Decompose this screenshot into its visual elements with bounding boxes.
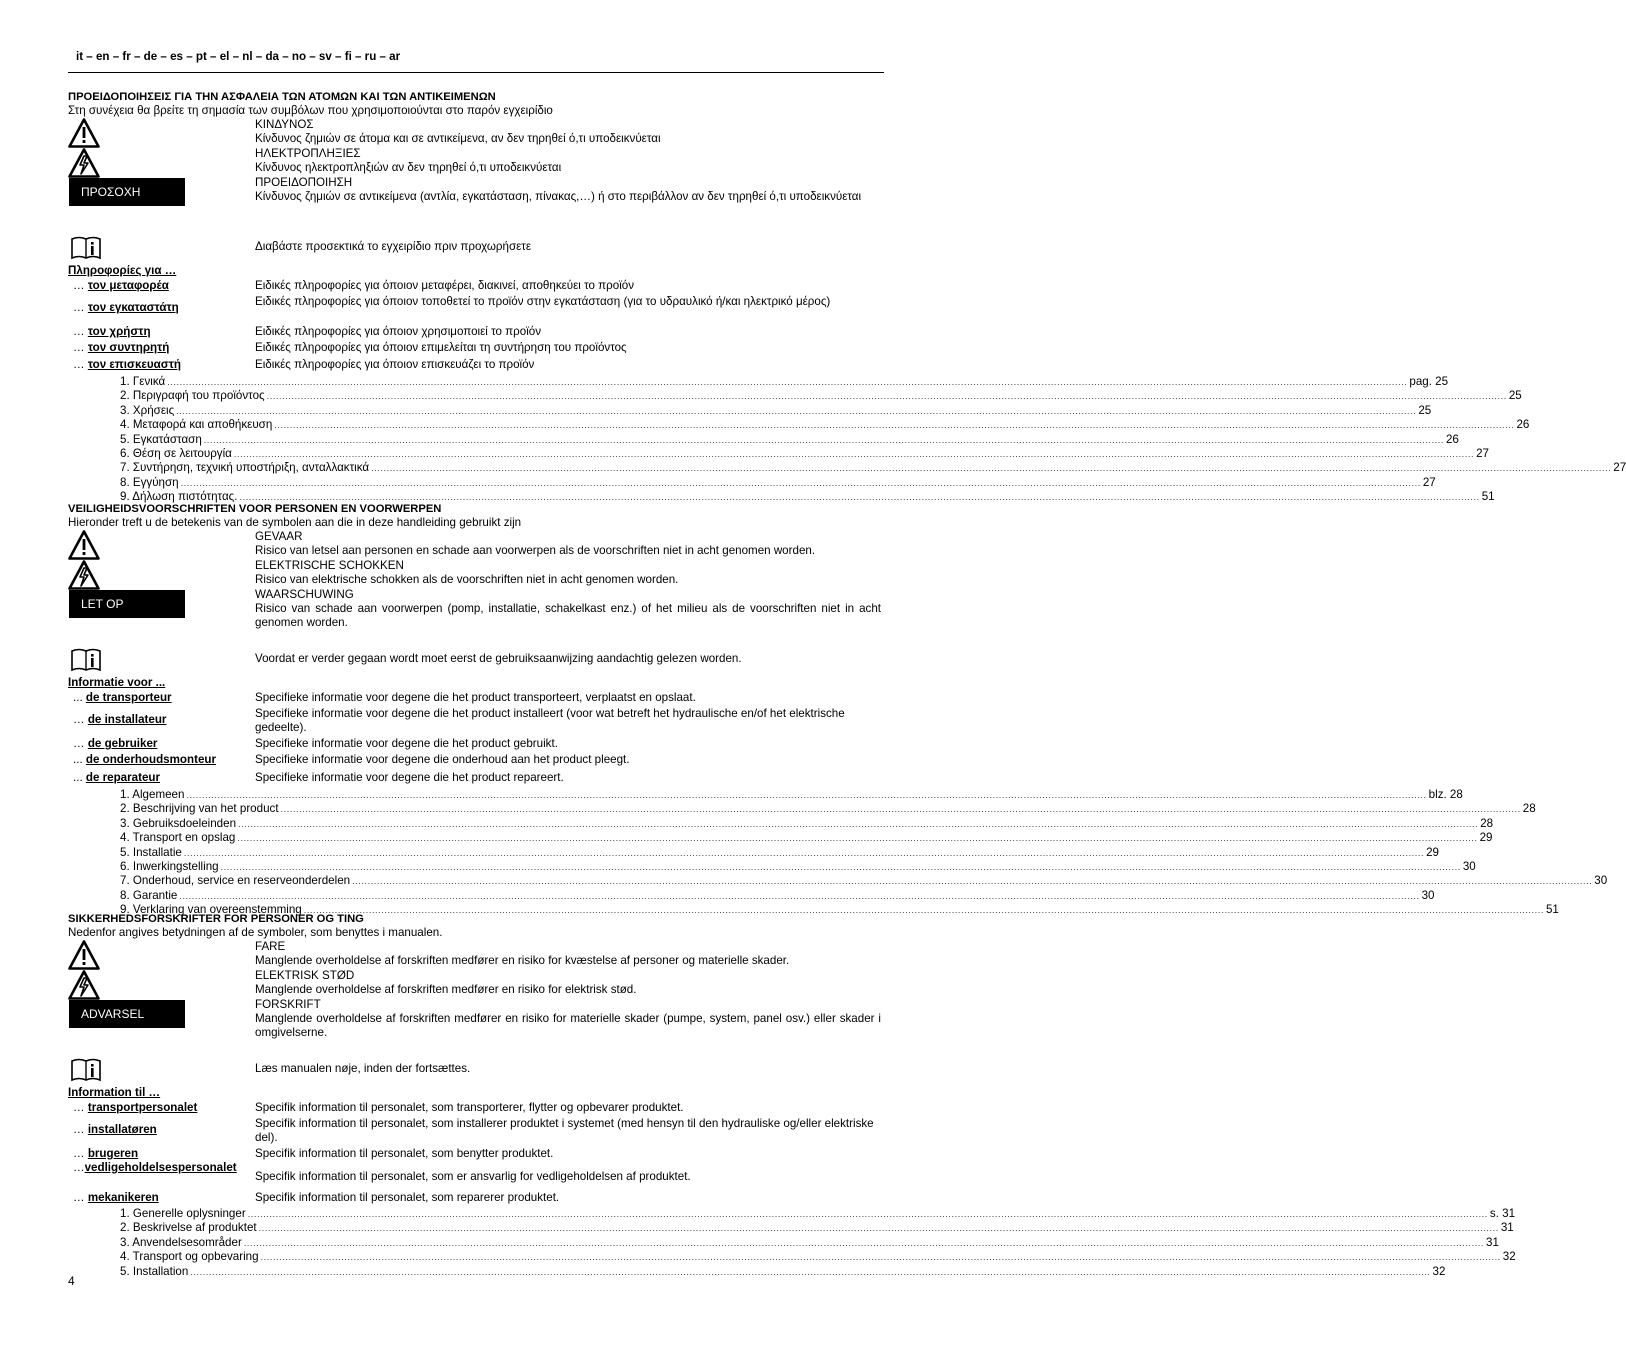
toc-leader: ................................................................................................................................................................................................................................................................................................................................................................................................................ <box>220 861 1461 872</box>
table-of-contents <box>120 788 1608 918</box>
toc-entry[interactable] <box>120 403 1432 418</box>
toc-leader: ................................................................................................................................................................................................................................................................................................................................................................................................................ <box>190 1266 1431 1277</box>
toc-leader: ................................................................................................................................................................................................................................................................................................................................................................................................................ <box>243 1237 1485 1248</box>
info-description: Specifik information til personalet, som installerer produktet i systemet (med hensyn til den hydrauliske og/eller elektriske del). <box>255 1117 874 1144</box>
toc-page: 28 <box>1522 802 1536 816</box>
warning-description: Manglende overholdelse af forskriften medfører en risiko for kvæstelse af personer og materielle skader. <box>255 954 790 968</box>
toc-label: 9. Δήλωση πιστότητας. <box>120 490 238 504</box>
toc-label: 4. Transport og opbevaring <box>120 1250 259 1264</box>
warning-description: Manglende overholdelse af forskriften medfører en risiko for elektrisk stød. <box>255 983 637 997</box>
warning-symbols-block <box>68 118 884 236</box>
manual-book-icon <box>70 236 102 264</box>
info-row <box>68 737 884 753</box>
toc-page: 25 <box>1418 403 1432 417</box>
toc-page: 26 <box>1516 418 1530 432</box>
toc-page: 51 <box>1545 903 1559 917</box>
info-audience: ... de transporteur <box>73 691 172 704</box>
info-row <box>68 691 884 707</box>
read-manual-text: Læs manualen nøje, inden der fortsættes. <box>255 1062 471 1075</box>
info-description: Specifieke informatie voor degene die het product gebruikt. <box>255 737 558 750</box>
info-audience: … τον χρήστη <box>73 325 151 338</box>
danger-triangle-icon <box>68 940 100 974</box>
toc-label: 5. Installatie <box>120 845 182 859</box>
toc-leader: ................................................................................................................................................................................................................................................................................................................................................................................................................ <box>179 890 1420 901</box>
info-description: Specifieke informatie voor degene die het product transporteert, verplaatst en opslaat. <box>255 691 696 704</box>
manual-book-icon <box>70 1058 102 1086</box>
toc-entry[interactable] <box>120 845 1439 860</box>
toc-leader: ................................................................................................................................................................................................................................................................................................................................................................................................................ <box>258 1223 1499 1234</box>
info-description: Specifieke informatie voor degene die onderhoud aan het product pleegt. <box>255 753 630 766</box>
info-description: Specifik information til personalet, som benytter produktet. <box>255 1147 554 1160</box>
toc-entry[interactable] <box>120 375 1449 389</box>
toc-leader: ................................................................................................................................................................................................................................................................................................................................................................................................................ <box>180 477 1421 488</box>
warning-description: Risico van letsel aan personen en schade aan voorwerpen als de voorschriften niet in acht genomen worden. <box>255 544 816 558</box>
info-row <box>68 1101 884 1117</box>
info-row <box>68 1163 884 1191</box>
toc-label: 8. Garantie <box>120 888 178 902</box>
toc-leader: ................................................................................................................................................................................................................................................................................................................................................................................................................ <box>280 804 1521 815</box>
toc-label: 2. Beschrijving van het product <box>120 802 279 816</box>
section-title: VEILIGHEIDSVOORSCHRIFTEN VOOR PERSONEN EN VOORWERPEN <box>68 503 442 515</box>
toc-label: 7. Συντήρηση, τεχνική υποστήριξη, ανταλλακτικά <box>120 461 370 475</box>
toc-entry[interactable] <box>120 831 1493 845</box>
safety-section <box>68 912 1516 1279</box>
info-row <box>68 358 884 375</box>
toc-label: 4. Μεταφορά και αποθήκευση <box>120 418 273 432</box>
toc-label: 5. Installation <box>120 1264 189 1278</box>
toc-leader: ................................................................................................................................................................................................................................................................................................................................................................................................................ <box>247 1209 1488 1219</box>
toc-page: s. 31 <box>1489 1207 1516 1220</box>
section-title: SIKKERHEDSFORSKRIFTER FOR PERSONER OG TING <box>68 913 364 925</box>
toc-label: 7. Onderhoud, service en reserveonderdelen <box>120 874 351 888</box>
table-of-contents <box>120 375 1626 505</box>
warning-description: Risico van schade aan voorwerpen (pomp, installatie, schakelkast enz.) of het milieu als de voorschriften niet in acht genomen worden. <box>255 602 881 630</box>
toc-leader: ................................................................................................................................................................................................................................................................................................................................................................................................................ <box>203 434 1444 445</box>
toc-leader: ................................................................................................................................................................................................................................................................................................................................................................................................................ <box>167 377 1408 387</box>
toc-entry[interactable] <box>120 1235 1499 1250</box>
info-audience: … de installateur <box>73 713 167 726</box>
warning-description: Κίνδυνος ηλεκτροπληξιών αν δεν τηρηθεί ό,τι υποδεικνύεται <box>255 161 562 175</box>
toc-label: 3. Χρήσεις <box>120 403 175 417</box>
warning-badge: ADVARSEL <box>69 1000 185 1028</box>
info-audience: … τον επισκευαστή <box>73 358 181 371</box>
info-description: Specifieke informatie voor degene die het product repareert. <box>255 771 564 784</box>
info-row <box>68 279 884 295</box>
toc-page: 27 <box>1422 475 1436 489</box>
warning-heading: FORSKRIFT <box>255 997 321 1011</box>
toc-entry[interactable] <box>120 1264 1446 1279</box>
toc-leader: ................................................................................................................................................................................................................................................................................................................................................................................................................ <box>260 1252 1501 1263</box>
toc-page: 27 <box>1476 446 1489 460</box>
info-description: Ειδικές πληροφορίες για όποιον επιμελείται τη συντήρηση του προϊόντος <box>255 341 627 354</box>
toc-entry[interactable] <box>120 418 1530 432</box>
toc-label: 2. Beskrivelse af produktet <box>120 1221 257 1235</box>
warning-heading: ELEKTRISCHE SCHOKKEN <box>255 558 404 572</box>
info-audience: ... de reparateur <box>73 771 160 784</box>
electric-shock-icon <box>68 560 100 594</box>
table-of-contents <box>120 1207 1516 1279</box>
info-row <box>68 325 884 341</box>
toc-entry[interactable] <box>120 432 1459 447</box>
toc-label: 5. Εγκατάσταση <box>120 432 202 446</box>
toc-leader: ................................................................................................................................................................................................................................................................................................................................................................................................................ <box>176 405 1417 416</box>
header-divider <box>68 72 884 73</box>
toc-entry[interactable] <box>120 802 1536 816</box>
warning-heading: GEVAAR <box>255 530 303 543</box>
warning-description: Κίνδυνος ζημιών σε αντικείμενα (αντλία, εγκατάσταση, πίνακας,…) ή στο περιβάλλον αν δεν τηρηθεί ό,τι υποδεικνύεται <box>255 190 862 204</box>
toc-label: 6. Inwerkingstelling <box>120 859 219 873</box>
section-title: ΠΡΟΕΙΔΟΠΟΙΗΣΕΙΣ ΓΙΑ ΤΗΝ ΑΣΦΑΛΕΙΑ ΤΩΝ ΑΤΟΜΩΝ ΚΑΙ ΤΩΝ ΑΝΤΙΚΕΙΜΕΝΩΝ <box>68 91 496 103</box>
toc-label: 3. Gebruiksdoeleinden <box>120 816 237 830</box>
info-row <box>68 341 884 358</box>
read-manual-note <box>68 648 884 676</box>
manual-book-icon <box>70 648 102 676</box>
electric-shock-icon <box>68 148 100 182</box>
info-audience: … τον συντηρητή <box>73 341 170 354</box>
toc-entry[interactable] <box>120 859 1476 874</box>
read-manual-note <box>68 236 884 264</box>
info-audience: … τον εγκαταστάτη <box>73 301 179 314</box>
warning-description: Risico van elektrische schokken als de voorschriften niet in acht genomen worden. <box>255 573 679 587</box>
info-description: Ειδικές πληροφορίες για όποιον επισκευάζει το προϊόν <box>255 358 535 371</box>
toc-label: 2. Περιγραφή του προϊόντος <box>120 389 265 403</box>
toc-page: 29 <box>1426 845 1439 859</box>
warning-heading: FARE <box>255 940 286 953</box>
info-row <box>68 707 884 737</box>
section-intro: Στη συνέχεια θα βρείτε τη σημασία των συμβόλων που χρησιμοποιούνται στο παρόν εγχειρίδιο <box>68 104 553 117</box>
info-audience: ... de onderhoudsmonteur <box>73 753 216 766</box>
toc-page: 32 <box>1502 1250 1516 1264</box>
toc-leader: ................................................................................................................................................................................................................................................................................................................................................................................................................ <box>303 905 1544 916</box>
toc-page: 27 <box>1613 461 1626 475</box>
info-audience: …vedligeholdelsespersonalet <box>73 1161 237 1174</box>
info-description: Specifieke informatie voor degene die het product installeert (voor wat betreft het hydraulische en/of het elektrische gedeelte). <box>255 707 845 734</box>
toc-entry[interactable] <box>120 888 1435 903</box>
toc-label: 8. Εγγύηση <box>120 475 179 489</box>
section-intro: Nedenfor angives betydningen af de symboler, som benyttes i manualen. <box>68 926 443 939</box>
toc-leader: ................................................................................................................................................................................................................................................................................................................................................................................................................ <box>186 790 1427 800</box>
toc-leader: ................................................................................................................................................................................................................................................................................................................................................................................................................ <box>183 847 1425 858</box>
warning-heading: ΚΙΝΔΥΝΟΣ <box>255 118 314 131</box>
info-row <box>68 1191 884 1207</box>
toc-entry[interactable] <box>120 1207 1516 1221</box>
toc-entry[interactable] <box>120 389 1522 403</box>
safety-section <box>68 90 1626 505</box>
info-title: Πληροφορίες για … <box>68 264 177 277</box>
warning-badge: LET OP <box>69 590 185 618</box>
warning-symbols-block <box>68 530 884 648</box>
toc-entry[interactable] <box>120 475 1436 490</box>
danger-triangle-icon <box>68 530 100 564</box>
info-row <box>68 771 884 788</box>
electric-shock-icon <box>68 970 100 1004</box>
safety-section <box>68 502 1608 918</box>
section-intro: Hieronder treft u de betekenis van de symbolen aan die in deze handleiding gebruikt zijn <box>68 516 522 529</box>
info-description: Ειδικές πληροφορίες για όποιον μεταφέρει, διακινεί, αποθηκεύει το προϊόν <box>255 279 635 292</box>
toc-leader: ................................................................................................................................................................................................................................................................................................................................................................................................................ <box>239 492 1480 503</box>
toc-page: 29 <box>1479 831 1493 845</box>
danger-triangle-icon <box>68 118 100 152</box>
toc-label: 1. Γενικά <box>120 375 166 388</box>
info-audience: … brugeren <box>73 1147 139 1160</box>
warning-heading: WAARSCHUWING <box>255 587 354 601</box>
toc-entry[interactable] <box>120 788 1463 802</box>
toc-page: 31 <box>1500 1221 1514 1235</box>
toc-page: 51 <box>1481 490 1495 504</box>
toc-entry[interactable] <box>120 446 1489 461</box>
toc-page: 30 <box>1462 859 1476 873</box>
warning-heading: ΗΛΕΚΤΡΟΠΛΗΞΙΕΣ <box>255 146 361 160</box>
info-audience: … transportpersonalet <box>73 1101 198 1114</box>
info-description: Ειδικές πληροφορίες για όποιον χρησιμοποιεί το προϊόν <box>255 325 542 338</box>
toc-entry[interactable] <box>120 461 1626 475</box>
info-description: Ειδικές πληροφορίες για όποιον τοποθετεί το προϊόν στην εγκατάσταση (για το υδραυλικό ή/και ηλεκτρικό μέρος) <box>255 295 831 308</box>
toc-entry[interactable] <box>120 816 1494 831</box>
toc-leader: ................................................................................................................................................................................................................................................................................................................................................................................................................ <box>371 463 1612 474</box>
toc-entry[interactable] <box>120 1250 1516 1264</box>
warning-symbols-block <box>68 940 884 1058</box>
info-description: Specifik information til personalet, som transporterer, flytter og opbevarer produktet. <box>255 1101 684 1114</box>
info-audience: … τον μεταφορέα <box>73 279 169 292</box>
toc-leader: ................................................................................................................................................................................................................................................................................................................................................................................................................ <box>274 420 1515 431</box>
toc-entry[interactable] <box>120 874 1608 888</box>
toc-label: 9. Verklaring van overeenstemming <box>120 903 302 917</box>
toc-leader: ................................................................................................................................................................................................................................................................................................................................................................................................................ <box>233 448 1475 459</box>
toc-page: 26 <box>1445 432 1459 446</box>
toc-label: 1. Algemeen <box>120 788 185 801</box>
toc-page: 30 <box>1421 888 1435 902</box>
toc-leader: ................................................................................................................................................................................................................................................................................................................................................................................................................ <box>238 818 1479 829</box>
warning-heading: ELEKTRISK STØD <box>255 968 355 982</box>
language-list: it – en – fr – de – es – pt – el – nl – da – no – sv – fi – ru – ar <box>76 50 401 63</box>
info-description: Specifik information til personalet, som er ansvarlig for vedligeholdelsen af produktet. <box>255 1170 691 1183</box>
info-row <box>68 295 884 325</box>
warning-heading: ΠΡΟΕΙΔΟΠΟΙΗΣΗ <box>255 175 353 189</box>
toc-page: 30 <box>1594 874 1608 888</box>
warning-description: Manglende overholdelse af forskriften medfører en risiko for materielle skader (pumpe, system, panel osv.) eller skader i omgivelserne. <box>255 1012 881 1040</box>
toc-page: 32 <box>1432 1264 1446 1278</box>
info-audience: … de gebruiker <box>73 737 158 750</box>
read-manual-text: Voordat er verder gegaan wordt moet eerst de gebruiksaanwijzing aandachtig gelezen worden. <box>255 652 742 665</box>
toc-label: 4. Transport en opslag <box>120 831 236 845</box>
toc-label: 1. Generelle oplysninger <box>120 1207 246 1220</box>
toc-leader: ................................................................................................................................................................................................................................................................................................................................................................................................................ <box>266 391 1507 402</box>
page-number: 4 <box>68 1274 75 1288</box>
warning-badge: ΠΡΟΣΟΧΗ <box>69 178 185 206</box>
toc-page: 31 <box>1486 1235 1499 1249</box>
info-title: Information til … <box>68 1086 161 1099</box>
read-manual-note <box>68 1058 884 1086</box>
info-title: Informatie voor ... <box>68 676 166 689</box>
toc-entry[interactable] <box>120 1221 1514 1235</box>
info-audience: … mekanikeren <box>73 1191 159 1204</box>
toc-leader: ................................................................................................................................................................................................................................................................................................................................................................................................................ <box>237 833 1478 844</box>
toc-label: 3. Anvendelsesområder <box>120 1235 242 1249</box>
warning-description: Κίνδυνος ζημιών σε άτομα και σε αντικείμενα, αν δεν τηρηθεί ό,τι υποδεικνύεται <box>255 132 661 146</box>
info-row <box>68 1117 884 1147</box>
info-description: Specifik information til personalet, som reparerer produktet. <box>255 1191 560 1204</box>
toc-label: 6. Θέση σε λειτουργία <box>120 446 232 460</box>
toc-page: pag. 25 <box>1409 375 1449 388</box>
info-audience: … installatøren <box>73 1123 157 1136</box>
toc-leader: ................................................................................................................................................................................................................................................................................................................................................................................................................ <box>352 876 1593 887</box>
info-row <box>68 753 884 771</box>
read-manual-text: Διαβάστε προσεκτικά το εγχειρίδιο πριν προχωρήσετε <box>255 240 532 253</box>
toc-page: blz. 28 <box>1428 788 1463 801</box>
toc-page: 28 <box>1480 816 1494 830</box>
toc-page: 25 <box>1508 389 1522 403</box>
